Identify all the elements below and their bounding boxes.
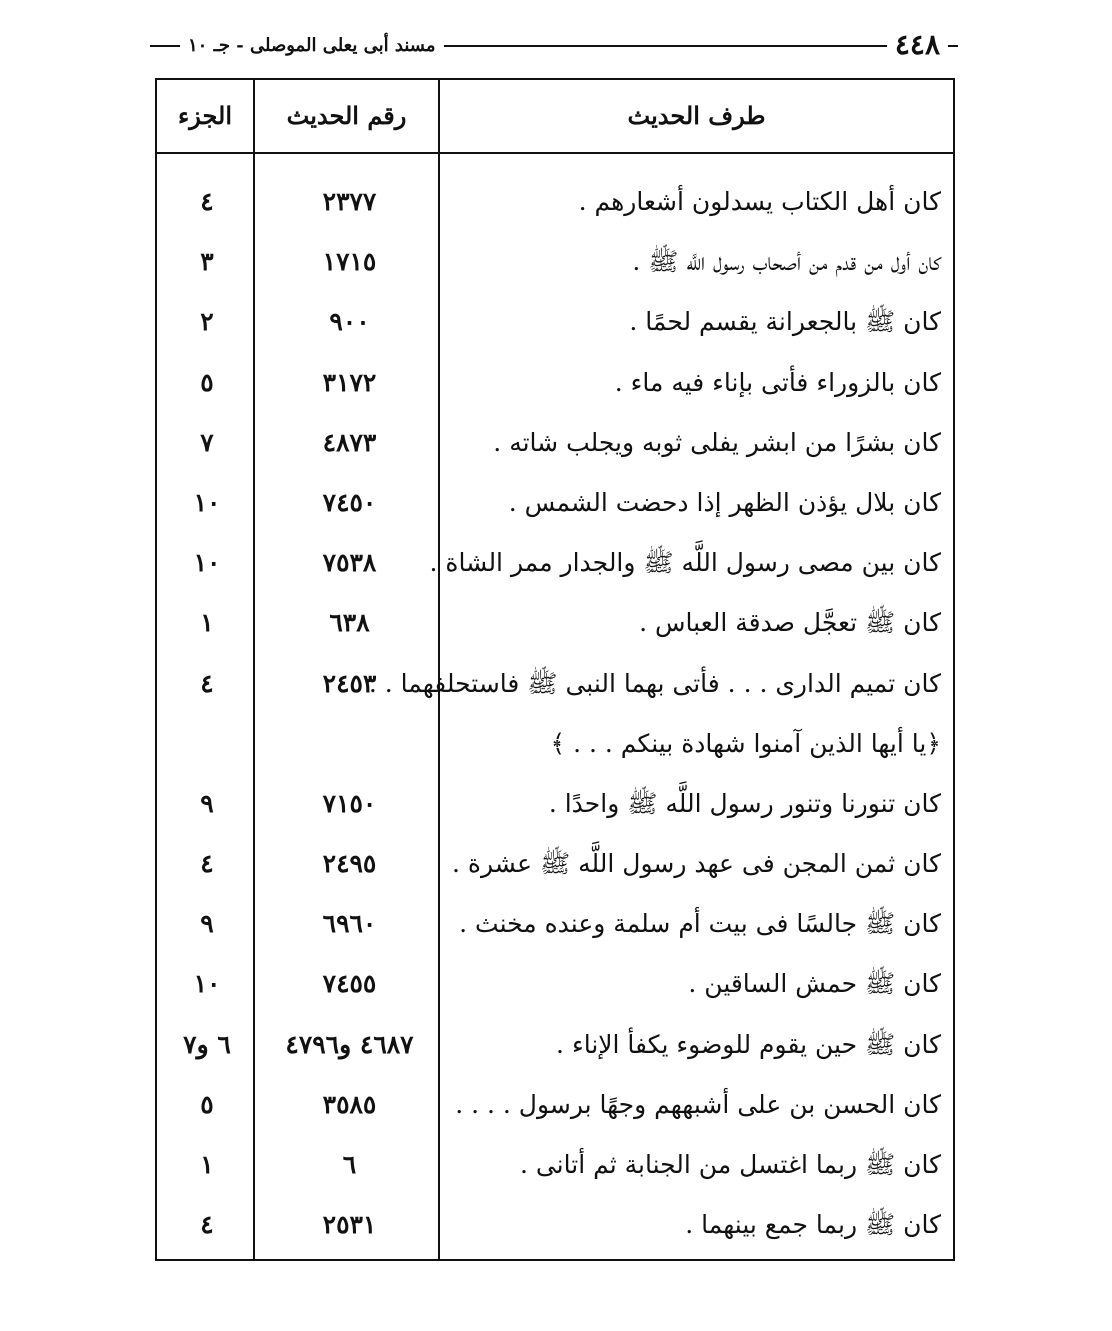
table-row bbox=[157, 654, 953, 714]
hadith-text: ﴿يا أيها الذين آمنوا شهادة بينكم . . . ﴾ bbox=[550, 728, 941, 758]
hadith-text: كان بالزوراء فأتى بإناء فيه ماء . bbox=[614, 367, 941, 397]
header-divider bbox=[157, 152, 953, 154]
hadith-text: كان ﷺ حمش الساقين . bbox=[688, 969, 941, 999]
volume-number: ٧ bbox=[200, 427, 214, 457]
volume-number: ٤ bbox=[200, 668, 214, 698]
hadith-number: ٧٤٥٥ bbox=[322, 969, 377, 999]
volume-number: ١٠ bbox=[193, 487, 221, 517]
hadith-number: ٦٩٦٠ bbox=[322, 909, 377, 939]
table-row bbox=[157, 232, 953, 292]
volume-number: ١ bbox=[200, 608, 214, 638]
table-row bbox=[157, 1195, 953, 1255]
hadith-number: ٧١٥٠ bbox=[322, 788, 377, 818]
hadith-number: ٦٣٨ bbox=[329, 608, 370, 638]
table-row bbox=[157, 1075, 953, 1135]
table-row bbox=[157, 413, 953, 473]
hadith-index-table bbox=[155, 78, 955, 1261]
hadith-number: ٧٥٣٨ bbox=[322, 548, 377, 578]
hadith-text: كان ﷺ جالسًا فى بيت أم سلمة وعنده مخنث . bbox=[459, 909, 941, 939]
table-row bbox=[157, 593, 953, 653]
hadith-text: كان ﷺ بالجعرانة يقسم لحمًا . bbox=[629, 307, 941, 337]
page-header bbox=[150, 30, 958, 60]
volume-number: ٩ bbox=[200, 788, 214, 818]
volume-number: ٤ bbox=[200, 187, 214, 216]
hadith-number: ٤٨٧٣ bbox=[322, 427, 377, 457]
hadith-number: ٢٥٣١ bbox=[322, 1210, 377, 1240]
table-row bbox=[157, 774, 953, 834]
volume-number: ٩ bbox=[200, 909, 214, 939]
hadith-text: كان ﷺ ربما اغتسل من الجنابة ثم أتانى . bbox=[519, 1150, 941, 1179]
hadith-number: ١٧١٥ bbox=[322, 247, 377, 277]
table-body bbox=[157, 172, 953, 1255]
hadith-text: كان بلال يؤذن الظهر إذا دحضت الشمس . bbox=[508, 487, 941, 517]
hadith-text: كان أهل الكتاب يسدلون أشعارهم . bbox=[578, 187, 941, 216]
volume-number: ٥ bbox=[200, 1089, 214, 1119]
volume-number: ٣ bbox=[200, 247, 214, 277]
volume-number: ٤ bbox=[200, 849, 214, 879]
table-row bbox=[157, 894, 953, 954]
hadith-number: ٢٤٥٣ bbox=[322, 668, 377, 698]
volume-number: ٤ bbox=[200, 1210, 214, 1240]
running-title: مسند أبى يعلى الموصلى - جـ ١٠ bbox=[180, 34, 444, 58]
hadith-number: ٩٠٠ bbox=[329, 307, 370, 337]
hadith-text: كان ﷺ حين يقوم للوضوء يكفأ الإناء . bbox=[556, 1029, 941, 1059]
table-row bbox=[157, 533, 953, 593]
page-number: ٤٤٨ bbox=[887, 30, 948, 60]
table-row bbox=[157, 714, 953, 774]
hadith-number: ٢٣٧٧ bbox=[322, 187, 377, 216]
volume-number: ١٠ bbox=[193, 548, 221, 578]
column-header-volume: الجزء bbox=[178, 101, 232, 130]
hadith-text: كان ﷺ تعجَّل صدقة العباس . bbox=[639, 608, 941, 638]
volume-number: ١ bbox=[200, 1150, 214, 1179]
table-row bbox=[157, 473, 953, 533]
hadith-text: كان بشرًا من ابشر يفلى ثوبه ويجلب شاته . bbox=[493, 427, 941, 457]
hadith-text: كان تميم الدارى . . . فأتى بهما النبى ﷺ فاستحلفهما . . bbox=[368, 668, 941, 698]
table-row bbox=[157, 292, 953, 352]
hadith-text: كان تنورنا وتنور رسول اللَّه ﷺ واحدًا . bbox=[548, 788, 941, 818]
hadith-number: ٣٥٨٥ bbox=[322, 1089, 377, 1119]
hadith-text: كان ﷺ ربما جمع بينهما . bbox=[685, 1210, 941, 1240]
hadith-text: كان بين مصى رسول اللَّه ﷺ والجدار ممر الشاة . bbox=[429, 548, 941, 578]
hadith-text: كان الحسن بن على أشبههم وجهًا برسول . . . . bbox=[455, 1089, 941, 1119]
table-row bbox=[157, 353, 953, 413]
hadith-number: ٦ bbox=[342, 1150, 357, 1179]
hadith-text: كان أول من قدم من أصحاب رسول اللَّه ﷺ . bbox=[632, 247, 941, 277]
hadith-number: ٣١٧٢ bbox=[322, 367, 377, 397]
hadith-text: كان ثمن المجن فى عهد رسول اللَّه ﷺ عشرة . bbox=[452, 849, 941, 879]
table-row bbox=[157, 172, 953, 232]
volume-number: ١٠ bbox=[193, 969, 221, 999]
volume-number: ٥ bbox=[200, 367, 214, 397]
hadith-number: ٧٤٥٠ bbox=[322, 487, 377, 517]
column-header-number: رقم الحديث bbox=[286, 101, 407, 130]
table-row bbox=[157, 834, 953, 894]
table-row bbox=[157, 954, 953, 1014]
column-header-text: طرف الحديث bbox=[627, 101, 766, 130]
volume-number: ٦ و٧ bbox=[183, 1029, 231, 1059]
table-row bbox=[157, 1135, 953, 1195]
table-row bbox=[157, 1015, 953, 1075]
hadith-number: ٢٤٩٥ bbox=[322, 849, 377, 879]
volume-number: ٢ bbox=[200, 307, 214, 337]
hadith-number: ٤٦٨٧ و٤٧٩٦ bbox=[285, 1029, 414, 1059]
